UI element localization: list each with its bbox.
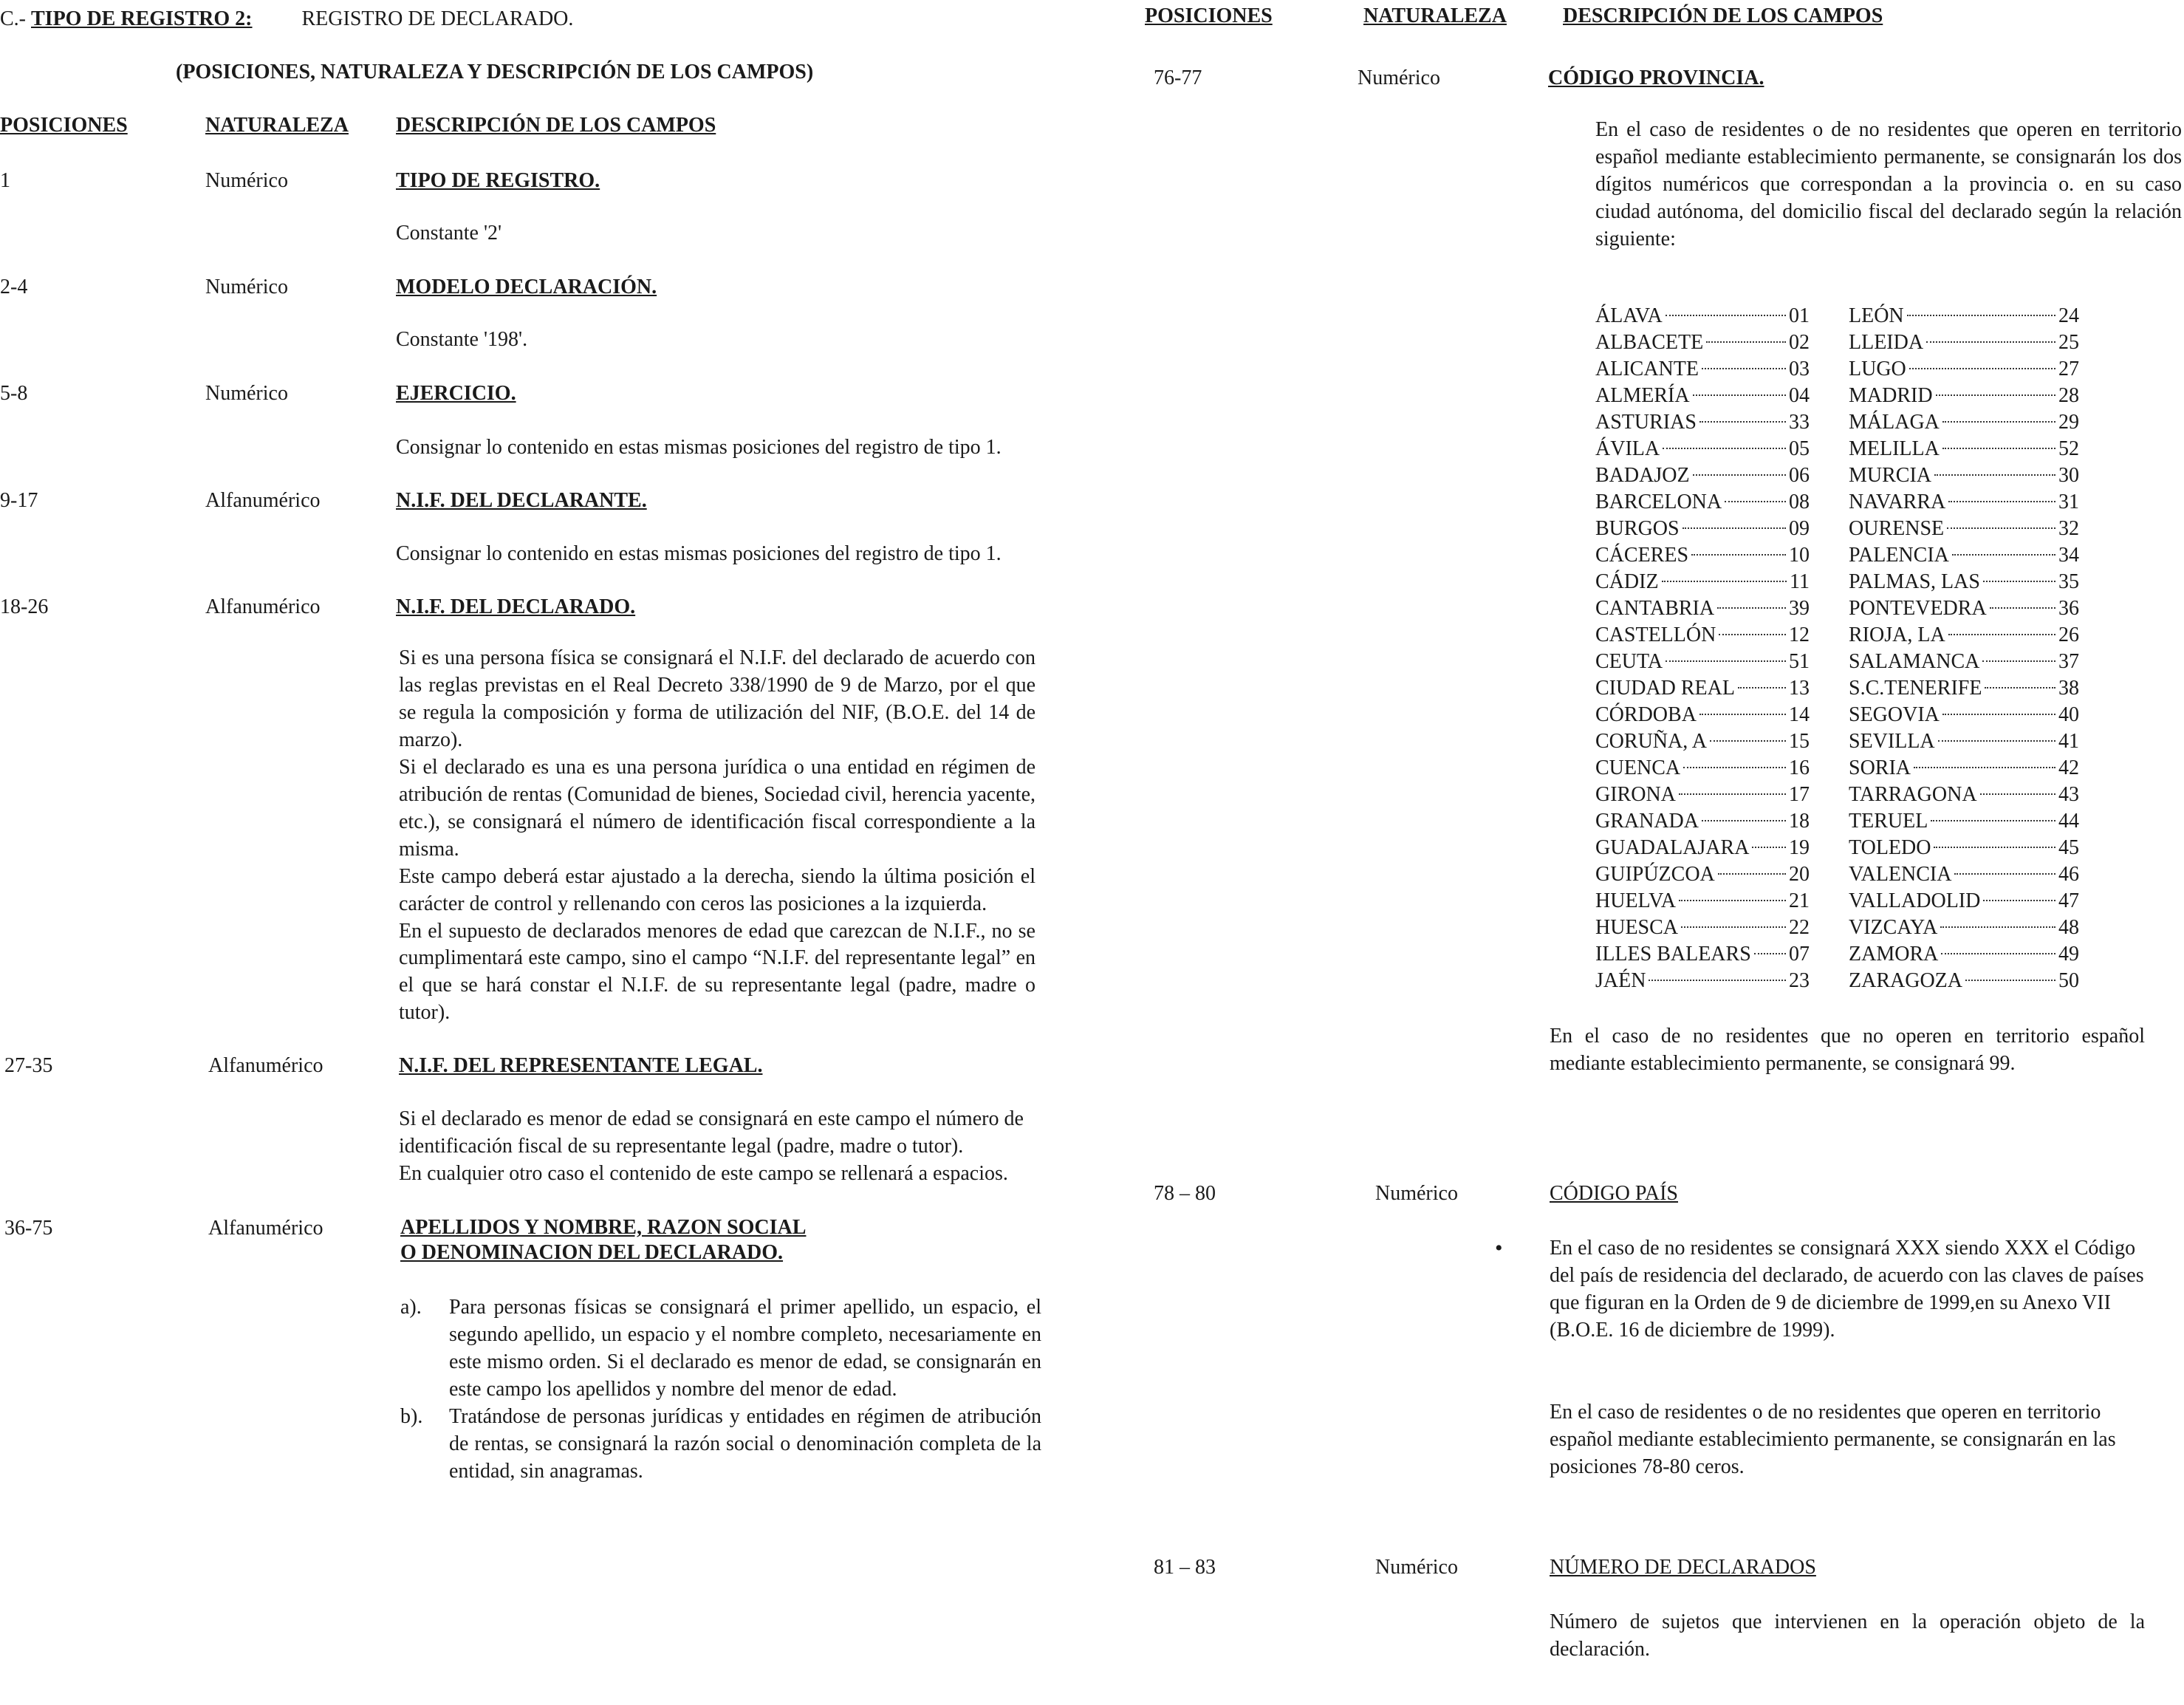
provincia-row xyxy=(1595,915,1810,941)
provincia-name: LLEIDA xyxy=(1849,331,1924,354)
dot-leader xyxy=(1717,607,1786,609)
provincia-row xyxy=(1595,409,1810,436)
item-text: Tratándose de personas jurídicas y entidades en régimen de atribución de rentas, se consignará la razón social o denominación completa de la entidad, sin anagramas. xyxy=(449,1404,1041,1483)
dot-leader xyxy=(1936,394,2055,396)
provincia-code: 17 xyxy=(1789,783,1810,806)
provincia-name: PALMAS, LAS xyxy=(1849,570,1980,593)
list-item xyxy=(400,1404,1041,1486)
field-nat: Alfanumérico xyxy=(208,1217,324,1240)
provincia-name: SORIA xyxy=(1849,756,1911,779)
field-title-line: O DENOMINACION DEL DECLARADO. xyxy=(400,1240,784,1264)
provincia-code: 46 xyxy=(2058,863,2079,886)
field-title xyxy=(400,1215,806,1265)
dot-leader xyxy=(1926,341,2055,343)
provincia-code: 39 xyxy=(1789,597,1810,620)
provincia-row xyxy=(1595,728,1810,755)
field-pos: 2-4 xyxy=(0,276,28,298)
field-pos: 9-17 xyxy=(0,489,38,512)
dot-leader xyxy=(1710,740,1786,742)
provincia-code: 35 xyxy=(2058,570,2079,593)
provincia-name: CUENCA xyxy=(1595,756,1681,779)
dot-leader xyxy=(1706,341,1786,343)
field-nat: Numérico xyxy=(205,276,288,298)
heading-prefix: C.- xyxy=(0,7,26,30)
field-nat: Numérico xyxy=(205,169,288,192)
provincia-code: 52 xyxy=(2058,437,2079,460)
dot-leader xyxy=(1914,767,2055,768)
field-pos: 81 – 83 xyxy=(1154,1556,1216,1579)
provincia-code: 51 xyxy=(1789,650,1810,673)
dot-leader xyxy=(1699,714,1786,715)
provincia-row xyxy=(1595,649,1810,675)
field-desc: Constante '2' xyxy=(396,222,502,245)
dot-leader xyxy=(1990,607,2055,609)
dot-leader xyxy=(1663,448,1786,449)
dot-leader xyxy=(1682,527,1786,529)
provincia-code: 06 xyxy=(1789,464,1810,487)
provincia-code: 31 xyxy=(2058,491,2079,513)
provincia-code: 30 xyxy=(2058,464,2079,487)
field-title: MODELO DECLARACIÓN. xyxy=(396,276,657,298)
provincia-name: TARRAGONA xyxy=(1849,783,1977,806)
provincia-name: TOLEDO xyxy=(1849,836,1931,859)
dot-leader xyxy=(1931,820,2055,821)
provincia-name: ALICANTE xyxy=(1595,358,1699,380)
field-desc: Constante '198'. xyxy=(396,328,528,351)
provincia-row xyxy=(1849,409,2079,436)
provincia-row xyxy=(1849,755,2079,782)
provincia-row xyxy=(1849,782,2079,808)
left-col-header-posiciones: POSICIONES xyxy=(0,114,128,137)
provincia-name: PALENCIA xyxy=(1849,544,1949,567)
provincia-name: TERUEL xyxy=(1849,810,1928,833)
provincia-code: 50 xyxy=(2058,969,2079,992)
provincia-row xyxy=(1595,462,1810,489)
field-title: N.I.F. DEL DECLARADO. xyxy=(396,595,636,618)
provincia-code: 47 xyxy=(2058,889,2079,912)
provincia-row xyxy=(1595,516,1810,542)
dot-leader xyxy=(1666,315,1786,316)
provincia-row xyxy=(1849,702,2079,728)
field-nat: Numérico xyxy=(1375,1556,1458,1579)
field-desc-paragraph: Si el declarado es una es una persona jurídica o una entidad en régimen de atribución de rentas (Comunidad de bienes, Sociedad civil, herencia yacente, etc.), se consignará el número de identificación fiscal correspondiente a la misma. xyxy=(399,755,1035,861)
dot-leader xyxy=(1738,687,1786,689)
dot-leader xyxy=(1909,368,2055,369)
provincia-row xyxy=(1849,728,2079,755)
provincia-row xyxy=(1849,462,2079,489)
provincia-row xyxy=(1849,622,2079,649)
dot-leader xyxy=(1948,501,2055,502)
field-title: TIPO DE REGISTRO. xyxy=(396,169,600,192)
dot-leader xyxy=(1985,687,2055,689)
dot-leader xyxy=(1954,873,2055,875)
provincia-row xyxy=(1595,835,1810,861)
provincia-code: 26 xyxy=(2058,623,2079,646)
provincia-name: ALMERÍA xyxy=(1595,384,1690,407)
dot-leader xyxy=(1683,767,1786,768)
field-desc: Consignar lo contenido en estas mismas posiciones del registro de tipo 1. xyxy=(396,436,1002,459)
provincia-name: GIRONA xyxy=(1595,783,1676,806)
dot-leader xyxy=(1982,660,2055,662)
provincia-list-left xyxy=(1595,303,1810,994)
dot-leader xyxy=(1983,900,2055,901)
provincia-name: SEVILLA xyxy=(1849,730,1935,753)
provincia-name: JAÉN xyxy=(1595,969,1646,992)
right-col-header-naturaleza: NATURALEZA xyxy=(1363,4,1507,27)
provincia-code: 38 xyxy=(2058,677,2079,700)
provincia-row xyxy=(1849,835,2079,861)
provincia-row xyxy=(1849,436,2079,462)
pais-desc-1: En el caso de no residentes se consignará XXX siendo XXX el Código del país de residencia del declarado, de acuerdo con las claves de países que figuran en la Orden de 9 de diciembre de 1999,en su Anexo VII (B.O.E. 16 de diciembre de 1999). xyxy=(1550,1237,2144,1342)
provincia-name: CANTABRIA xyxy=(1595,597,1715,620)
provincia-name: VALENCIA xyxy=(1849,863,1952,886)
provincia-name: LEÓN xyxy=(1849,304,1904,327)
provincia-row xyxy=(1849,516,2079,542)
provincia-code: 22 xyxy=(1789,916,1810,939)
provincia-name: ZARAGOZA xyxy=(1849,969,1962,992)
field-pos: 5-8 xyxy=(0,382,28,405)
provincia-code: 16 xyxy=(1789,756,1810,779)
provincia-row xyxy=(1849,915,2079,941)
provincia-name: HUELVA xyxy=(1595,889,1676,912)
provincia-name: BADAJOZ xyxy=(1595,464,1690,487)
provincia-code: 41 xyxy=(2058,730,2079,753)
provincia-name: ÁLAVA xyxy=(1595,304,1663,327)
provincia-code: 45 xyxy=(2058,836,2079,859)
provincia-row xyxy=(1595,782,1810,808)
provincia-name: OURENSE xyxy=(1849,517,1945,540)
provincia-row xyxy=(1595,303,1810,329)
dot-leader xyxy=(1699,421,1786,423)
provincia-row xyxy=(1849,649,2079,675)
provincia-row xyxy=(1595,383,1810,409)
dot-leader xyxy=(1965,980,2055,981)
provincia-name: SEGOVIA xyxy=(1849,703,1940,726)
field-nat: Alfanumérico xyxy=(205,595,321,618)
dot-leader xyxy=(1691,554,1786,556)
field-nat: Alfanumérico xyxy=(205,489,321,512)
dot-leader xyxy=(1702,820,1786,821)
provincia-row xyxy=(1595,968,1810,994)
item-text: Para personas físicas se consignará el primer apellido, un espacio, el segundo apellido, un espacio y el nombre completo, necesariamente en este mismo orden. Si el declarado es menor de edad, se consignarán en este campo los apellidos y nombre del menor de edad. xyxy=(449,1296,1041,1401)
dot-leader xyxy=(1666,660,1786,662)
field-title: N.I.F. DEL DECLARANTE. xyxy=(396,489,647,512)
provincia-name: BURGOS xyxy=(1595,517,1680,540)
dot-leader xyxy=(1952,554,2055,556)
provincia-code: 11 xyxy=(1790,570,1810,593)
provincia-name: CEUTA xyxy=(1595,650,1663,673)
provincia-code: 05 xyxy=(1789,437,1810,460)
provincia-name: GRANADA xyxy=(1595,810,1699,833)
provincia-name: SALAMANCA xyxy=(1849,650,1980,673)
field-desc-block xyxy=(399,1106,1041,1188)
dot-leader xyxy=(1942,714,2055,715)
provincia-outro: En el caso de no residentes que no operen en territorio español mediante establecimiento permanente, se consignará 99. xyxy=(1550,1025,2145,1075)
list-item xyxy=(400,1294,1041,1404)
provincia-row xyxy=(1595,542,1810,569)
provincia-code: 49 xyxy=(2058,943,2079,966)
dot-leader xyxy=(1934,474,2055,476)
field-pos: 76-77 xyxy=(1154,66,1202,89)
provincia-row xyxy=(1595,329,1810,356)
field-desc-paragraph: Si el declarado es menor de edad se consignará en este campo el número de identificación fiscal de su representante legal (padre, madre o tutor). xyxy=(399,1107,1024,1158)
provincia-code: 09 xyxy=(1789,517,1810,540)
numero-desc: Número de sujetos que intervienen en la operación objeto de la declaración. xyxy=(1550,1610,2145,1661)
provincia-row xyxy=(1849,542,2079,569)
field-nat: Numérico xyxy=(205,382,288,405)
dot-leader xyxy=(1752,847,1786,848)
provincia-row xyxy=(1849,808,2079,835)
provincia-row xyxy=(1849,383,2079,409)
left-heading xyxy=(0,6,573,33)
provincia-name: CIUDAD REAL xyxy=(1595,677,1735,700)
provincia-code: 42 xyxy=(2058,756,2079,779)
dot-leader xyxy=(1693,474,1786,476)
provincia-row xyxy=(1849,595,2079,622)
dot-leader xyxy=(1679,900,1786,901)
field-title: CÓDIGO PROVINCIA. xyxy=(1548,66,1764,89)
provincia-name: GUIPÚZCOA xyxy=(1595,863,1715,886)
provincia-code: 12 xyxy=(1789,623,1810,646)
provincia-code: 43 xyxy=(2058,783,2079,806)
provincia-row xyxy=(1595,489,1810,516)
provincia-row xyxy=(1849,861,2079,888)
provincia-name: NAVARRA xyxy=(1849,491,1946,513)
provincia-row xyxy=(1595,675,1810,702)
field-desc-paragraph: En cualquier otro caso el contenido de este campo se rellenará a espacios. xyxy=(399,1161,1008,1185)
field-pos: 1 xyxy=(0,169,10,192)
dot-leader xyxy=(1725,501,1786,502)
provincia-intro: En el caso de residentes o de no residentes que operen en territorio español mediante establecimiento permanente, se consignarán los dos dígitos numéricos que correspondan a la provincia o. en su caso ciudad autónoma, del domicilio fiscal del declarado según la relación siguiente: xyxy=(1595,118,2182,250)
provincia-code: 14 xyxy=(1789,703,1810,726)
provincia-code: 28 xyxy=(2058,384,2079,407)
dot-leader xyxy=(1934,847,2055,848)
provincia-name: VIZCAYA xyxy=(1849,916,1938,939)
dot-leader xyxy=(1719,634,1786,635)
left-col-header-naturaleza: NATURALEZA xyxy=(205,114,349,137)
field-desc: Consignar lo contenido en estas mismas posiciones del registro de tipo 1. xyxy=(396,542,1002,565)
right-col-header-descripcion: DESCRIPCIÓN DE LOS CAMPOS xyxy=(1563,4,1883,27)
provincia-code: 13 xyxy=(1789,677,1810,700)
dot-leader xyxy=(1662,581,1787,582)
provincia-row xyxy=(1595,755,1810,782)
field-title-line: APELLIDOS Y NOMBRE, RAZON SOCIAL xyxy=(400,1216,807,1239)
provincia-code: 36 xyxy=(2058,597,2079,620)
provincia-row xyxy=(1849,675,2079,702)
field-desc-paragraph: Si es una persona física se consignará el N.I.F. del declarado de acuerdo con las reglas previstas en el Real Decreto 338/1990 de 9 de Marzo, por el que se regula la composición y forma de utilización del NIF, (B.O.E. del 14 de marzo). xyxy=(399,646,1035,751)
provincia-row xyxy=(1595,808,1810,835)
left-col-header-descripcion: DESCRIPCIÓN DE LOS CAMPOS xyxy=(396,114,716,137)
provincia-name: BARCELONA xyxy=(1595,491,1722,513)
provincia-code: 04 xyxy=(1789,384,1810,407)
provincia-code: 23 xyxy=(1789,969,1810,992)
right-col-header-posiciones: POSICIONES xyxy=(1145,4,1273,27)
provincia-code: 44 xyxy=(2058,810,2079,833)
provincia-row xyxy=(1595,702,1810,728)
provincia-name: ÁVILA xyxy=(1595,437,1660,460)
provincia-name: VALLADOLID xyxy=(1849,889,1981,912)
provincia-row xyxy=(1849,489,2079,516)
provincia-name: CÓRDOBA xyxy=(1595,703,1697,726)
dot-leader xyxy=(1948,634,2055,635)
dot-leader xyxy=(1754,953,1786,954)
dot-leader xyxy=(1679,793,1786,795)
provincia-code: 08 xyxy=(1789,491,1810,513)
provincia-row xyxy=(1595,861,1810,888)
provincia-row xyxy=(1595,595,1810,622)
provincia-name: MURCIA xyxy=(1849,464,1932,487)
provincia-code: 19 xyxy=(1789,836,1810,859)
provincia-row xyxy=(1849,941,2079,968)
provincia-name: CASTELLÓN xyxy=(1595,623,1716,646)
provincia-name: ALBACETE xyxy=(1595,331,1704,354)
field-pos: 36-75 xyxy=(4,1217,53,1240)
provincia-list-right xyxy=(1849,303,2079,994)
provincia-code: 27 xyxy=(2058,358,2079,380)
provincia-code: 25 xyxy=(2058,331,2079,354)
provincia-name: HUESCA xyxy=(1595,916,1679,939)
field-desc-paragraph: En el supuesto de declarados menores de edad que carezcan de N.I.F., no se cumplimentará este campo, sino el campo “N.I.F. del representante legal” en el que se hará constar el N.I.F. de su representante legal (padre, madre o tutor). xyxy=(399,919,1035,1025)
provincia-row xyxy=(1849,888,2079,915)
field-desc-paragraph: Este campo deberá estar ajustado a la derecha, siendo la última posición el carácter de control y rellenando con ceros las posiciones a la izquierda. xyxy=(399,864,1035,915)
provincia-code: 32 xyxy=(2058,517,2079,540)
dot-leader xyxy=(1941,953,2055,954)
provincia-row xyxy=(1595,436,1810,462)
provincia-code: 03 xyxy=(1789,358,1810,380)
field-title: CÓDIGO PAÍS xyxy=(1550,1182,1679,1205)
pais-desc-2: En el caso de residentes o de no residentes que operen en territorio español mediante establecimiento permanente, se consignarán en las posiciones 78-80 ceros. xyxy=(1550,1401,2116,1478)
field-pos: 27-35 xyxy=(4,1054,53,1077)
field-title: N.I.F. DEL REPRESENTANTE LEGAL. xyxy=(399,1054,763,1077)
provincia-code: 40 xyxy=(2058,703,2079,726)
field-nat: Numérico xyxy=(1375,1182,1458,1205)
dot-leader xyxy=(1947,527,2055,529)
provincia-code: 07 xyxy=(1789,943,1810,966)
dot-leader xyxy=(1983,581,2055,582)
dot-leader xyxy=(1942,421,2055,423)
heading-tipo: TIPO DE REGISTRO 2: xyxy=(31,7,253,30)
field-items xyxy=(400,1294,1041,1486)
provincia-code: 01 xyxy=(1789,304,1810,327)
field-title: NÚMERO DE DECLARADOS xyxy=(1550,1556,1816,1579)
provincia-row xyxy=(1849,303,2079,329)
provincia-code: 29 xyxy=(2058,411,2079,434)
provincia-code: 15 xyxy=(1789,730,1810,753)
provincia-code: 10 xyxy=(1789,544,1810,567)
field-nat: Numérico xyxy=(1358,66,1440,89)
dot-leader xyxy=(1938,740,2055,742)
field-title: EJERCICIO. xyxy=(396,382,516,405)
provincia-name: S.C.TENERIFE xyxy=(1849,677,1982,700)
provincia-row xyxy=(1595,569,1810,595)
provincia-code: 24 xyxy=(2058,304,2079,327)
dot-leader xyxy=(1681,926,1786,928)
dot-leader xyxy=(1942,448,2055,449)
dot-leader xyxy=(1718,873,1786,875)
dot-leader xyxy=(1649,980,1786,981)
provincia-name: ILLES BALEARS xyxy=(1595,943,1751,966)
provincia-name: PONTEVEDRA xyxy=(1849,597,1987,620)
provincia-name: ASTURIAS xyxy=(1595,411,1697,434)
provincia-name: MADRID xyxy=(1849,384,1933,407)
provincia-code: 21 xyxy=(1789,889,1810,912)
field-nat: Alfanumérico xyxy=(208,1054,324,1077)
provincia-row xyxy=(1849,569,2079,595)
provincia-name: MÁLAGA xyxy=(1849,411,1940,434)
provincia-row xyxy=(1849,329,2079,356)
item-label: a). xyxy=(400,1296,422,1319)
dot-leader xyxy=(1702,368,1786,369)
provincia-row xyxy=(1595,941,1810,968)
provincia-code: 33 xyxy=(1789,411,1810,434)
provincia-code: 37 xyxy=(2058,650,2079,673)
provincia-code: 34 xyxy=(2058,544,2079,567)
provincia-name: GUADALAJARA xyxy=(1595,836,1750,859)
field-pos: 18-26 xyxy=(0,595,49,618)
left-subheading: (POSICIONES, NATURALEZA Y DESCRIPCIÓN DE LOS CAMPOS) xyxy=(176,61,814,83)
provincia-code: 18 xyxy=(1789,810,1810,833)
provincia-name: CORUÑA, A xyxy=(1595,730,1707,753)
provincia-row xyxy=(1595,622,1810,649)
heading-title: REGISTRO DE DECLARADO. xyxy=(301,7,574,30)
provincia-row xyxy=(1595,888,1810,915)
field-pos: 78 – 80 xyxy=(1154,1182,1216,1205)
provincia-name: CÁDIZ xyxy=(1595,570,1659,593)
provincia-name: ZAMORA xyxy=(1849,943,1939,966)
provincia-row xyxy=(1849,968,2079,994)
provincia-code: 02 xyxy=(1789,331,1810,354)
dot-leader xyxy=(1980,793,2055,795)
dot-leader xyxy=(1907,315,2055,316)
provincia-name: LUGO xyxy=(1849,358,1906,380)
bullet: • xyxy=(1495,1236,1503,1260)
provincia-name: RIOJA, LA xyxy=(1849,623,1945,646)
provincia-name: MELILLA xyxy=(1849,437,1940,460)
provincia-name: CÁCERES xyxy=(1595,544,1689,567)
field-desc-block xyxy=(399,645,1035,1027)
provincia-code: 20 xyxy=(1789,863,1810,886)
dot-leader xyxy=(1693,394,1786,396)
provincia-row xyxy=(1595,356,1810,383)
provincia-code: 48 xyxy=(2058,916,2079,939)
provincia-row xyxy=(1849,356,2079,383)
dot-leader xyxy=(1940,926,2055,928)
item-label: b). xyxy=(400,1404,423,1428)
